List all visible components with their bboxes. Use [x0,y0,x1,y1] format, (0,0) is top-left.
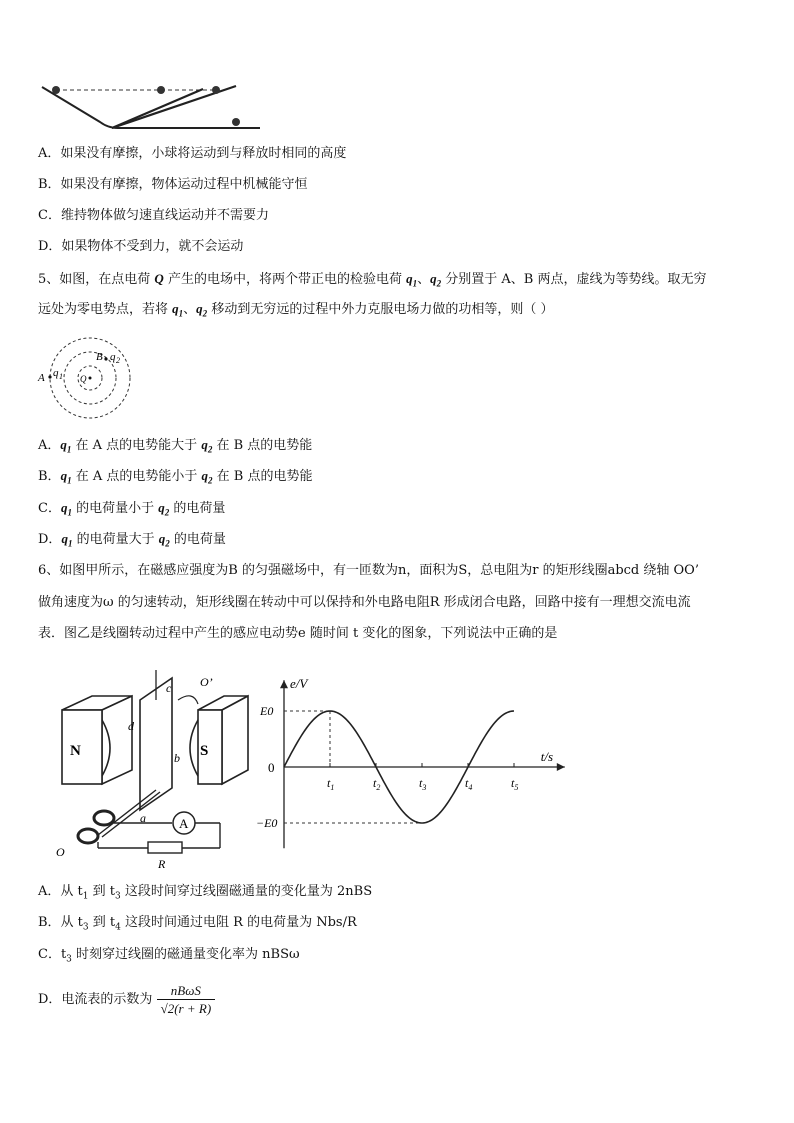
q5-stem-line1: 5、如图，在点电荷 Q 产生的电场中，将两个带正电的检验电荷 $q_1$、$q_2$ 分别置于 A、B 两点，虚线为等势线。取无穷 [38,271,707,289]
y-axis-label: e/V [290,676,308,692]
q5-option-b: B．$q_1$ 在 A 点的电势能小于 $q_2$ 在 B 点的电势能 [38,468,313,486]
x-tick-label-3: $t_3$ [419,776,427,792]
magnet-n-label: N [70,743,81,759]
q6-option-c: C．$t_3$ 时刻穿过线圈的磁通量变化率为 nBSω [38,947,300,965]
q5-option-c: C．$q_1$ 的电荷量小于 $q_2$ 的电荷量 [38,500,226,518]
q4-option-b: B．如果没有摩擦，物体运动过程中机械能守恒 [38,177,308,192]
q6-stem-line1: 6、如图甲所示，在磁感应强度为B 的匀强磁场中，有一匝数为n，面积为S，总电阻为r 的矩形线圈abcd 绕轴 OO’ [38,563,699,578]
q2-label: q [110,351,116,363]
x-tick-label-2: $t_2$ [373,776,381,792]
y-axis-arrow [280,680,288,688]
equipotential-diagram [38,334,148,424]
ammeter-reading-fraction: $\frac{\text{nBωS}}{√2(r + R)}$ [157,983,216,1017]
q6-option-b: B．从 $t_3$ 到 $t_4$ 这段时间通过电阻 R 的电荷量为 Nbs/R [38,915,357,933]
q6-option-a: A．从 $t_1$ 到 $t_3$ 这段时间穿过线圈磁通量的变化量为 2nBS [38,884,373,902]
q6-stem-line3: 表．图乙是线圈转动过程中产生的感应电动势e 随时间 t 变化的图象，下列说法中正确的是 [38,626,558,641]
point-a-label: A [38,372,45,384]
q4-option-a: A．如果没有摩擦，小球将运动到与释放时相同的高度 [38,146,347,161]
q5-option-a: A．$q_1$ 在 A 点的电势能大于 $q_2$ 在 B 点的电势能 [38,437,313,455]
ammeter-label: A [179,816,189,831]
x-axis-arrow [557,763,565,771]
q4-option-d: D．如果物体不受到力，就不会运动 [38,239,244,254]
resistor-r-label: R [158,857,166,871]
axis-o-label: O [56,845,65,859]
x-tick-label-4: $t_4$ [465,776,473,792]
q4-option-c: C．维持物体做匀速直线运动并不需要力 [38,208,269,223]
x-tick-label-5: $t_5$ [511,776,519,792]
q6-stem-line2: 做角速度为ω 的匀速转动，矩形线圈在转动中可以保持和外电路电阻R 形成闭合电路，回路中接有一理想交流电流 [38,595,691,610]
point-b-label: B [96,351,103,363]
q6-option-d: D．电流表的示数为 $\frac{\text{nBωS}}{√2(r + R)}$ [38,980,215,1020]
x-tick-label-1: $t_1$ [327,776,335,792]
generator-diagram [48,660,278,871]
q5-stem-line2: 远处为零电势点，若将 $q_1$、$q_2$ 移动到无穷远的过程中外力克服电场力做的功相等，则（ ） [38,301,554,319]
y-tick-neg-e0: −E0 [256,816,278,830]
axis-o-prime-label: O’ [200,675,213,689]
origin-label: 0 [268,760,275,775]
coil-b-label: b [174,751,180,765]
x-axis-label: t/s [540,749,554,764]
q2-sub-label: 2 [116,356,120,365]
coil-c-label: c [166,681,172,695]
charge-q-label: Q [80,374,87,384]
q1-sub-label: 1 [59,372,63,381]
y-tick-e0: E0 [260,704,274,718]
magnet-s-label: S [200,743,209,759]
q1-label: q [53,367,59,379]
coil-a-label: a [140,811,146,825]
emf-time-chart [256,655,576,865]
coil-d-label: d [128,719,134,733]
incline-diagram [38,84,278,134]
q5-option-d: D．$q_1$ 的电荷量大于 $q_2$ 的电荷量 [38,531,226,549]
